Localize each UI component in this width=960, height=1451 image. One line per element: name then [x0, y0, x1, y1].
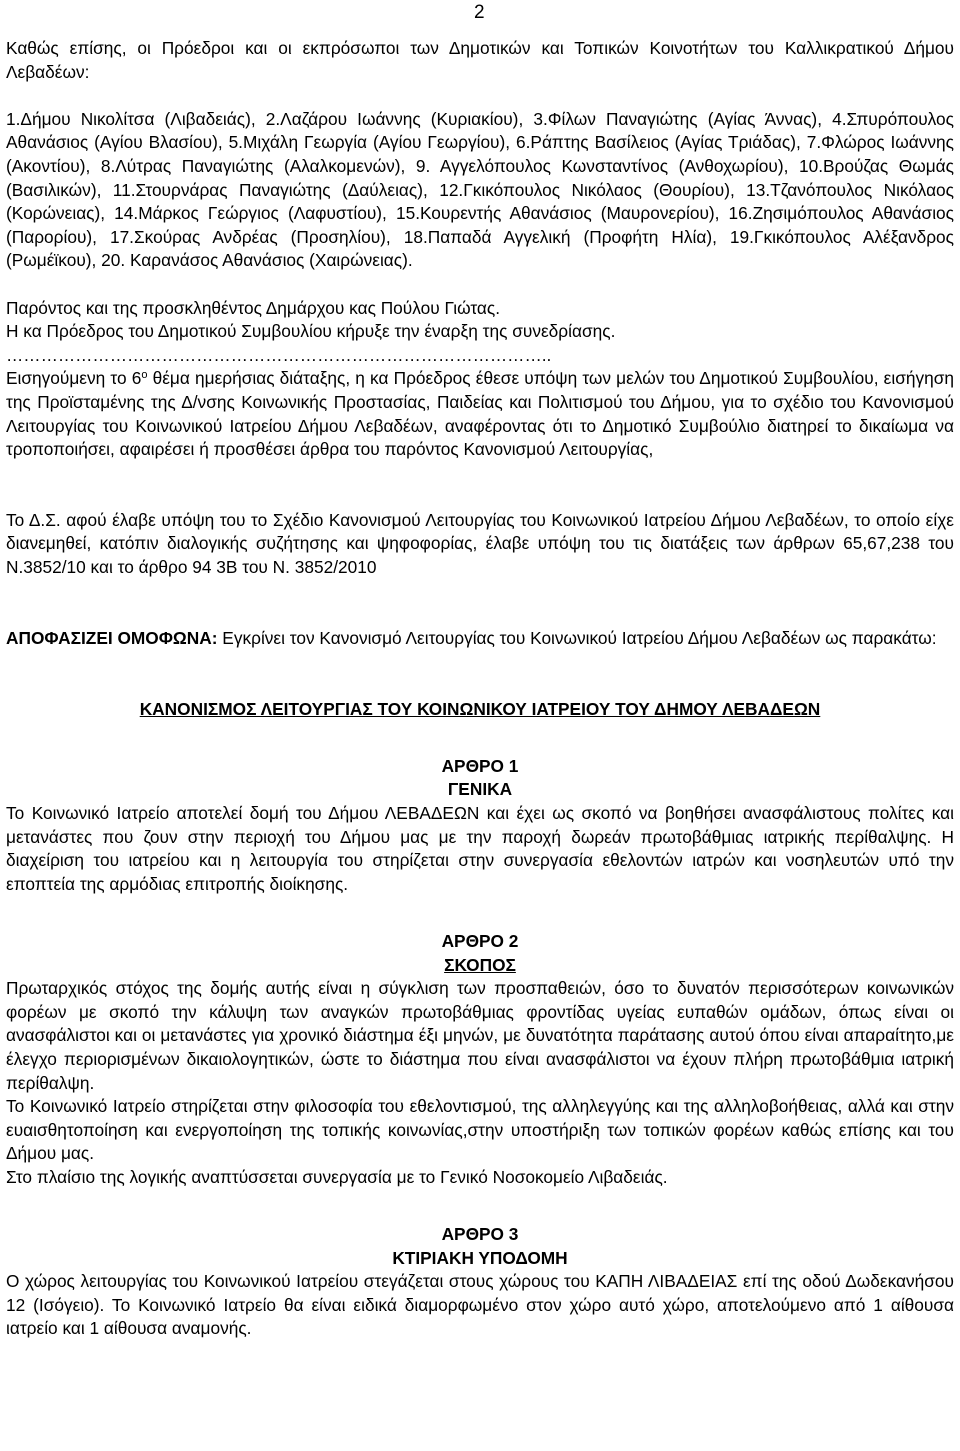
agenda-text-start: Εισηγούμενη το 6 — [6, 368, 142, 389]
decision-text: Εγκρίνει τον Κανονισμό Λειτουργίας του Κοινωνικού Ιατρείου Δήμου Λεβαδέων ως παρακάτω: — [217, 627, 937, 648]
decision-label: ΑΠΟΦΑΣΙΖΕΙ ΟΜΟΦΩΝΑ: — [6, 627, 218, 648]
article-2-title: ΣΚΟΠΟΣ — [444, 954, 516, 975]
article-1-number: ΑΡΘΡΟ 1 — [441, 755, 519, 776]
page-number: 2 — [474, 2, 485, 23]
document-body — [6, 37, 954, 1341]
agenda-paragraph — [6, 367, 954, 461]
intro-paragraph: Καθώς επίσης, οι Πρόεδροι και οι εκπρόσωποι των Δημοτικών και Τοπικών Κοινοτήτων του Καλλικρατικού Δήμου Λεβαδέων: — [6, 38, 954, 82]
opening-paragraph: Η κα Πρόεδρος του Δημοτικού Συμβουλίου κήρυξε την έναρξη της συνεδρίασης. — [6, 321, 616, 342]
article-3-number: ΑΡΘΡΟ 3 — [441, 1224, 519, 1245]
article-2-paragraph: Στο πλαίσιο της λογικής αναπτύσσεται συνεργασία με το Γενικό Νοσοκομείο Λιβαδειάς. — [6, 1166, 668, 1187]
article-1-title: ΓΕΝΙΚΑ — [447, 779, 513, 800]
article-1-paragraph: Το Κοινωνικό Ιατρείο αποτελεί δομή του Δήμου ΛΕΒΑΔΕΩΝ και έχει ως σκοπό να βοηθήσει ανασφάλιστους πολίτες και μετανάστες που ζουν στην περιοχή του Δήμου μας με την παροχή δωρεάν πρωτοβάθμιας ιατρικής περίθαλψης. Η διαχείριση του ιατρείου και η λειτουργία του στηρίζεται στην συνεργασία εθελοντών ιατρών και νοσηλευτών υπό την εποπτεία της αρμόδιας επιτροπής διοίκησης. — [6, 803, 954, 894]
agenda-superscript: ο — [141, 369, 148, 382]
article-2-paragraph: Πρωταρχικός στόχος της δομής αυτής είναι η σύγκλιση των προσπαθειών, όσο το δυνατόν περισσότερων κοινωνικών φορέων με σκοπό την κάλυψη των αναγκών πρωτοβάθμιας φροντίδας υγείας ευπαθών ομάδων, όπως είναι οι ανασφάλιστοι και οι μετανάστες για χρονικό διάστημα έξι μηνών, με δυνατότητα παράτασης αυτού όπου είναι απαραίτητο,με έλεγχο περιορισμένων δικαιολογητικών, ώστε το διάστημα που είναι ανασφάλιστοι να έχουν πλήρη πρωτοβάθμια ιατρική περίθαλψη. — [6, 978, 954, 1093]
regulation-title: ΚΑΝΟΝΙΣΜΟΣ ΛΕΙΤΟΥΡΓΙΑΣ ΤΟΥ ΚΟΙΝΩΝΙΚΟΥ ΙΑΤΡΕΙΟΥ ΤΟΥ ΔΗΜΟΥ ΛΕΒΑΔΕΩΝ — [139, 698, 821, 719]
decision-paragraph — [6, 627, 954, 651]
agenda-text-rest: θέμα ημερήσιας διάταξης, η κα Πρόεδρος έθεσε υπόψη των μελών του Δημοτικού Συμβουλίου, εισήγηση της Προϊσταμένης της Δ/νσης Κοινωνικής Προστασίας, Παιδείας και Πολιτισμού του Δήμου, για το σχέδιο του Κανονισμού Λειτουργίας του Κοινωνικού Ιατρείου Δήμου Λεβαδέων, αναφέροντας ότι το Δημοτικό Συμβούλιο διατηρεί το δικαίωμα να τροποποιήσει, αφαιρέσει ή προσθέσει άρθρα του παρόντος Κανονισμού Λειτουργίας, — [6, 368, 954, 460]
council-paragraph: Το Δ.Σ. αφού έλαβε υπόψη του το Σχέδιο Κανονισμού Λειτουργίας του Κοινωνικού Ιατρείου Δήμου Λεβαδέων, το οποίο είχε διανεμηθεί, κατόπιν διαλογικής συζήτησης και ψηφοφορίας, έλαβε υπόψη του τις διατάξεις των άρθρων 65,67,238 του Ν.3852/10 και το άρθρο 94 3Β του Ν. 3852/2010 — [6, 509, 954, 578]
article-2-paragraph: Το Κοινωνικό Ιατρείο στηρίζεται στην φιλοσοφία του εθελοντισμού, της αλληλεγγύης και της αλληλοβοήθειας, αλλά και στην ευαισθητοποίηση και ενεργοποίηση της τοπικής κοινωνίας,στην υποστήριξη των τοπικών φορέων καθώς επίσης και του Δήμου μας. — [6, 1096, 954, 1164]
members-list-paragraph: 1.Δήμου Νικολίτσα (Λιβαδειάς), 2.Λαζάρου Ιωάννης (Κυριακίου), 3.Φίλων Παναγιώτης (Αγίας Άννας), 4.Σπυρόπουλος Αθανάσιος (Αγίου Βλασίου), 5.Μιχάλη Γεωργία (Αγίου Γεωργίου), 6.Ράπτης Βασίλειος (Αγίας Τριάδας), 7.Φλώρος Ιωάννης (Ακοντίου), 8.Λύτρας Παναγιώτης (Αλαλκομενών), 9. Αγγελόπουλος Κωνσταντίνος (Ανθοχωρίου), 10.Βρούζας Θωμάς (Βασιλικών), 11.Στουρνάρας Παναγιώτης (Δαύλειας), 12.Γκικόπουλος Νικόλαος (Θουρίου), 13.Τζανόπουλος Νικόλαος (Κορώνειας), 14.Μάρκος Γεώργιος (Λαφυστίου), 15.Κουρεντής Αθανάσιος (Μαυρονερίου), 16.Ζησιμόπουλος Αθανάσιος (Παρορίου), 17.Σκούρας Ανδρέας (Προσηλίου), 18.Παπαδά Αγγελική (Προφήτη Ηλία), 19.Γκικόπουλος Αλέξανδρος (Ρωμέϊκου), 20. Καρανάσος Αθανάσιος (Χαιρώνειας). — [6, 108, 954, 271]
article-3-paragraph: Ο χώρος λειτουργίας του Κοινωνικού Ιατρείου στεγάζεται στους χώρους του ΚΑΠΗ ΛΙΒΑΔΕΙΑΣ επί της οδού Δωδεκανήσου 12 (Ισόγειο). Το Κοινωνικό Ιατρείο θα είναι ειδικά διαμορφωμένο στον χώρο αυτό χώρο, αποτελούμενο από 1 αίθουσα ιατρείο και 1 αίθουσα αναμονής. — [6, 1271, 954, 1339]
article-2-number: ΑΡΘΡΟ 2 — [441, 930, 519, 951]
separator-dots: ………………………………………………………………………………….. — [6, 344, 552, 365]
present-paragraph: Παρόντος και της προσκληθέντος Δημάρχου κας Πούλου Γιώτας. — [6, 297, 501, 318]
article-3-title: ΚΤΙΡΙΑΚΗ ΥΠΟΔΟΜΗ — [392, 1247, 568, 1268]
